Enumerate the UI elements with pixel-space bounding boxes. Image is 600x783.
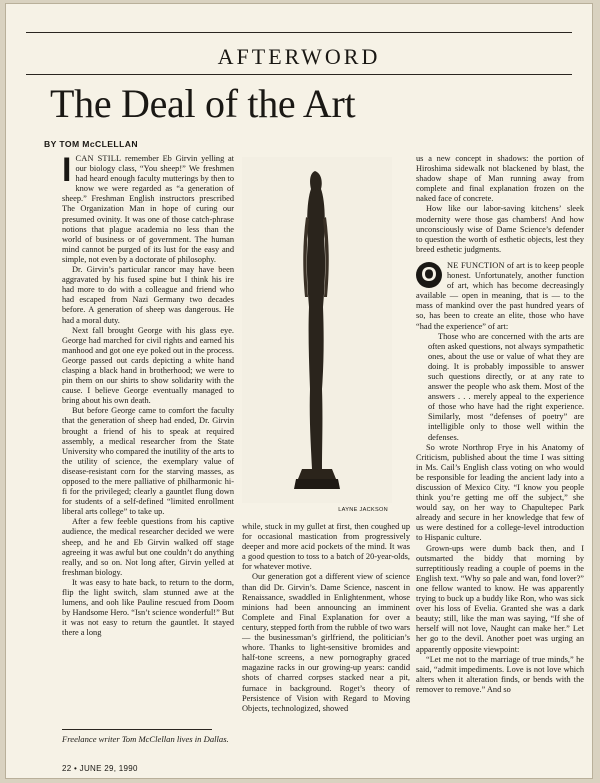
paragraph: So wrote Northrop Frye in his Anatomy of Criticism, published about the time I was sitting in Ms. Cail’s English class voting on who would be responsible for leading the ancient lady into a discussion of Mexico City. “I know you people think you’re getting me off the subject,” she would say, on her way to Chapultepec Park already and secure in her knowledge that few of us were destined for a college-level introduction to Hispanic culture.: [416, 442, 584, 543]
page-folio: 22 • JUNE 29, 1990: [62, 764, 138, 773]
byline: BY TOM McCLELLAN: [44, 139, 138, 149]
lead-in: CAN STILL: [75, 154, 122, 163]
paragraph-text: remember Eb Girvin yelling at our biology class, “You sheep!” We freshmen had heard enough faculty mutterings by then to know we were regarded as “a generation of sheep.” Freshman English instructors prescribed The Organization Man in hope of curing our presumed ovinity. It was one of those catch-phrase notions that plague academia no less than the world of business or of government. The human mind cannot be purged of its lust for the easy and simple, not even by a doctorate of philosophy.: [62, 154, 234, 264]
paragraph-text: of art is to keep people honest. Unfortunately, another function of art, which has become decreasingly available — open in meaning, that is — to the mass of mankind over the past hundred years of so, has been to create an elite, those who have “had the experience” of art:: [416, 260, 584, 331]
drop-cap: O: [416, 262, 442, 288]
top-rule: [26, 32, 572, 33]
section-heading: AFTERWORD: [217, 44, 381, 69]
paragraph: How like our labor-saving kitchens’ sleek modernity were those gas chambers! And how unconsciously wise of Dame Science’s defender to question the worth of esthetic objects, lest they breed esthetic judgments.: [416, 204, 584, 254]
bio-rule: [62, 729, 212, 730]
paragraph: [62, 151, 234, 265]
paragraph: But before George came to comfort the faculty that the generation of sheep had ended, Dr. Girvin brought a friend of his to speak at required assembly, a medical researcher from the State University who compared the inutility of the arts to the utility of science, the exemplary value of disease-resistant corn for the starving masses, as opposed to the mere palliative of philharmonic hi-fi for the privileged; clearly a gauntlet flung down for students of a self-defined “limited enrollment liberal arts college” to take up.: [62, 406, 234, 517]
paragraph: Grown-ups were dumb back then, and I outsmarted the biddy that morning by surreptitiously reading a couple of poems in the English text. “Why so pale and wan, fond lover?” one fellow wanted to know. He was apparently trying to buck up a buddy like Ron, who was sick over his loss of Evelia. Granted she was a dark beauty; still, like the man was saying, “If she of herself will not love, Naught can make her.” Let her go to the devil. Another poet was urging an apparently opposite viewpoint:: [416, 543, 584, 654]
paragraph: “Let me not to the marriage of true minds,” he said, “admit impediments. Love is not love which alters when it alteration finds, or bends with the remover to remove.” And so: [416, 654, 584, 694]
article-title: The Deal of the Art: [50, 81, 356, 126]
drop-cap: I: [62, 151, 72, 189]
paragraph: [416, 261, 584, 332]
lead-in: NE FUNCTION: [447, 260, 505, 270]
paragraph: After a few feeble questions from his captive audience, the medical researcher decided we were sheep, and he and Eb Girvin walked off stage agreeing it was awful but one couldn’t do anything really, and so on. Not long after, Girvin yelled at freshman biology.: [62, 517, 234, 577]
paragraph: Our generation got a different view of science than did Dr. Girvin’s. Dame Science, nascent in Renaissance, swaddled in Enlightenment, whose minions had been announcing an imminent Complete and Final Explanation for over a century, stepped forth from the rubble of two wars — the businessman’s girlfriend, the politician’s whore. Thanks to light-sensitive bromides and half-tone screens, a new pornography graced magazine racks in our growing-up years: candid shots of charred corpses stacked near a pit, furnace in background. Roget’s theory of Persistence of Vision with Regard to Moving Objects, technologized, showed: [242, 572, 410, 713]
paragraph: us a new concept in shadows: the portion of Hiroshima sidewalk not blackened by blast, the shadow shape of Man running away from complete and final explanation frozen on the naked face of concrete.: [416, 154, 584, 204]
column-1: [62, 151, 234, 639]
paragraph: Next fall brought George with his glass eye. George had marched for civil rights and earned his manhood and got one eye poked out in the process. George passed out cards depicting a white hand clasping a black hand in brotherhood; we were to pin them on our shirts to show solidarity with the cause. I believe George eventually managed to bring about his own death.: [62, 325, 234, 406]
photo-credit: LAYNE JACKSON: [338, 507, 388, 513]
column-2: [242, 522, 410, 714]
section-rule: [26, 74, 572, 75]
block-quote: Those who are concerned with the arts are often asked questions, not always sympathetic ones, about the use or value of what they are doing. It is probably impossible to answer such questions directly, or at any rate to answer the people who ask them. Most of the answers . . . merely appeal to the experience of those who have had the right experience. Similarly, most “defenses of poetry” are intelligible only to those well within the defenses.: [428, 331, 584, 442]
paragraph: while, stuck in my gullet at first, then coughed up for occasional mastication from progressively deeper and more acid pockets of the mind. It was a good question to toss to a batch of 20-year-olds, for whatever motive.: [242, 522, 410, 572]
author-bio: Freelance writer Tom McClellan lives in Dallas.: [62, 734, 229, 744]
standing-figure-sculpture-image: [242, 157, 392, 503]
column-3: [416, 154, 584, 695]
paragraph: Dr. Girvin’s particular rancor may have been aggravated by his fused spine but I think his ire had more to do with a colleague and friend who had escaped from Nazi Germany two decades before. A generation of sheep was dangerous. He had a moral duty.: [62, 265, 234, 325]
paragraph: It was easy to hate back, to return to the dorm, flip the light switch, slam stunned awe at the lumens, and ooh like Pauline rescued from Doom by Handsome Hero. “Isn’t science wonderful!” But it was not easy to return the gauntlet. It stayed there a long: [62, 577, 234, 638]
magazine-page: [6, 4, 592, 778]
sculpture-photo: [242, 157, 392, 503]
